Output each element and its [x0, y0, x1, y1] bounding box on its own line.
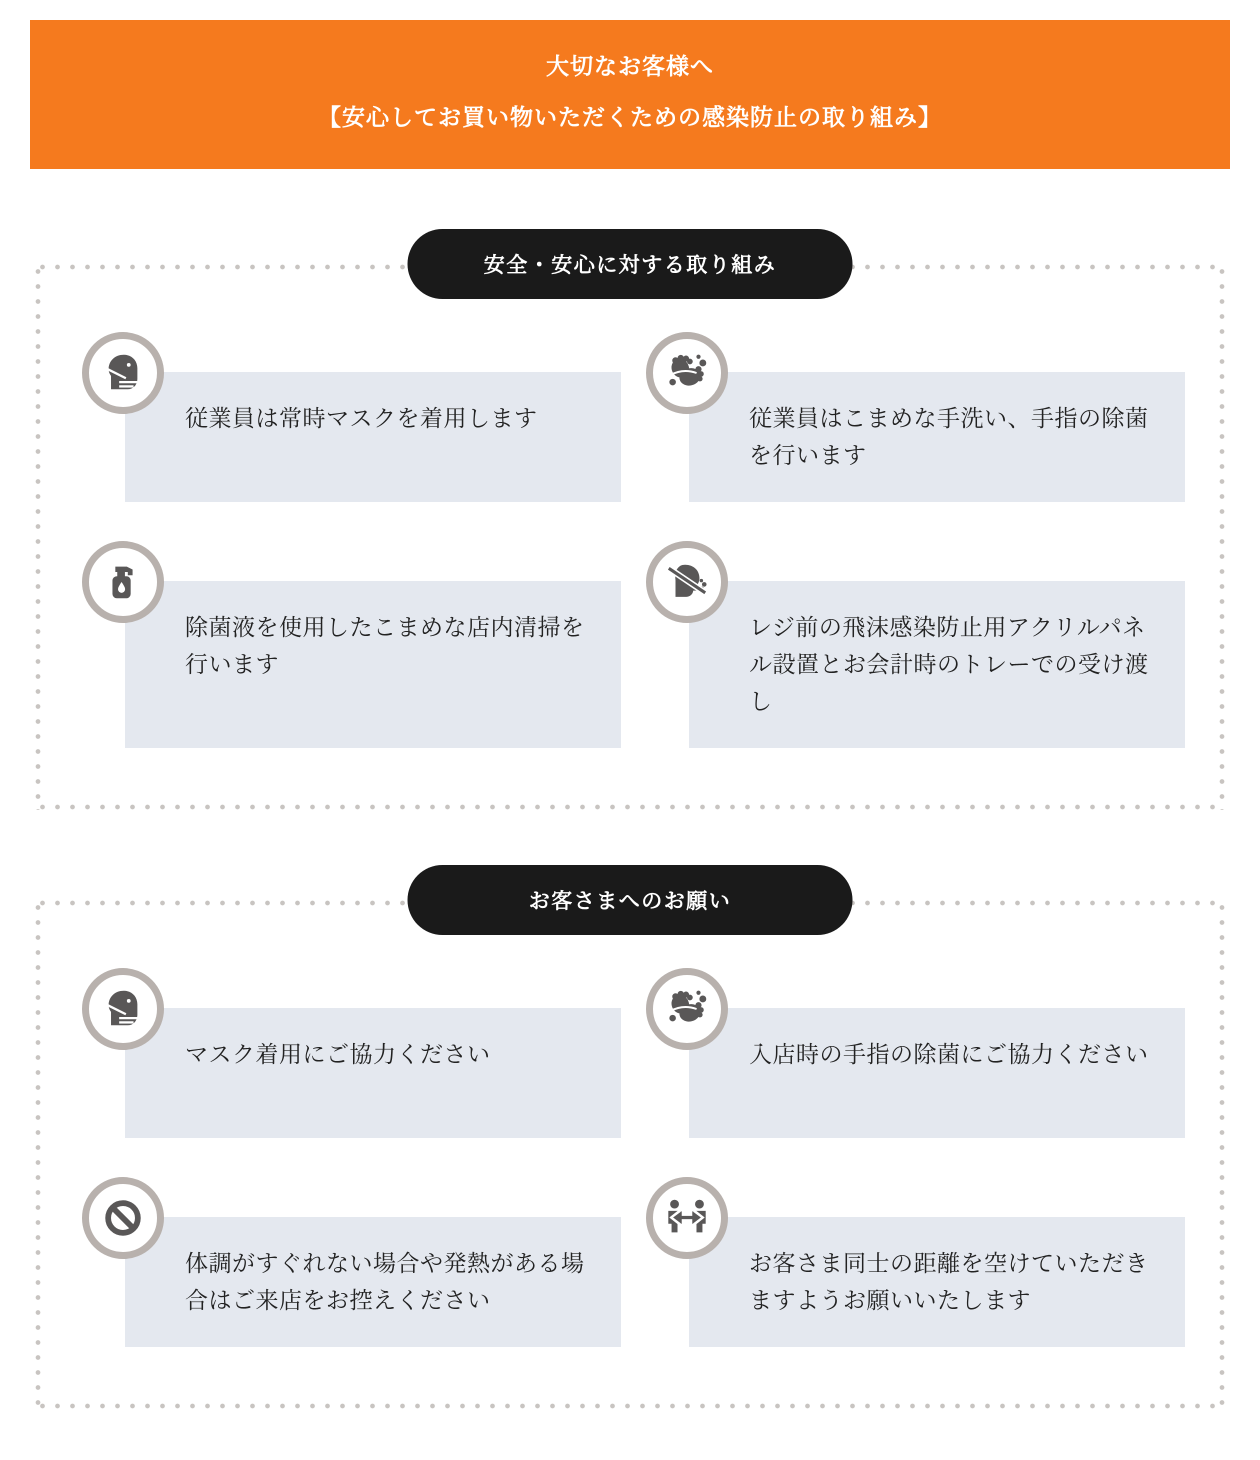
request-card	[125, 1008, 621, 1138]
measure-card	[125, 581, 621, 748]
section-title-pill: 安全・安心に対する取り組み	[408, 229, 853, 299]
banner-title: 大切なお客様へ	[546, 53, 714, 79]
measure-text: レジ前の飛沫感染防止用アクリルパネル設置とお会計時のトレーでの受け渡し	[749, 614, 1149, 714]
requests-grid	[125, 1008, 1185, 1347]
request-item	[689, 1217, 1185, 1347]
measure-item	[125, 581, 621, 748]
request-text: 入店時の手指の除菌にご協力ください	[749, 1041, 1149, 1067]
hand-wash-icon	[646, 332, 728, 414]
request-card	[689, 1217, 1185, 1347]
banner-subtitle: 【安心してお買い物いただくための感染防止の取り組み】	[318, 104, 942, 130]
droplet-block-icon	[646, 541, 728, 623]
measures-grid	[125, 372, 1185, 748]
measure-item	[689, 581, 1185, 748]
hand-wash-icon	[646, 968, 728, 1050]
request-text: 体調がすぐれない場合や発熱がある場合はご来店をお控えください	[185, 1250, 585, 1313]
measure-card	[125, 372, 621, 502]
sanitizer-bottle-icon	[82, 541, 164, 623]
request-card	[689, 1008, 1185, 1138]
measure-card	[689, 372, 1185, 502]
request-item	[125, 1008, 621, 1138]
mask-face-icon	[82, 968, 164, 1050]
measure-card	[689, 581, 1185, 748]
section-title-pill: お客さまへのお願い	[408, 865, 853, 935]
measure-item	[689, 372, 1185, 502]
mask-face-icon	[82, 332, 164, 414]
prohibition-icon	[82, 1177, 164, 1259]
request-item	[689, 1008, 1185, 1138]
request-item	[125, 1217, 621, 1347]
notice-banner	[30, 20, 1230, 169]
request-card	[125, 1217, 621, 1347]
request-text: マスク着用にご協力ください	[185, 1041, 491, 1067]
section-store-measures	[35, 254, 1225, 810]
measure-text: 従業員はこまめな手洗い、手指の除菌を行います	[749, 405, 1149, 468]
measure-text: 除菌液を使用したこまめな店内清掃を行います	[185, 614, 585, 677]
measure-item	[125, 372, 621, 502]
request-text: お客さま同士の距離を空けていただきますようお願いいたします	[749, 1250, 1149, 1313]
measure-text: 従業員は常時マスクを着用します	[185, 405, 538, 431]
section-customer-requests	[35, 890, 1225, 1409]
social-distance-icon	[646, 1177, 728, 1259]
